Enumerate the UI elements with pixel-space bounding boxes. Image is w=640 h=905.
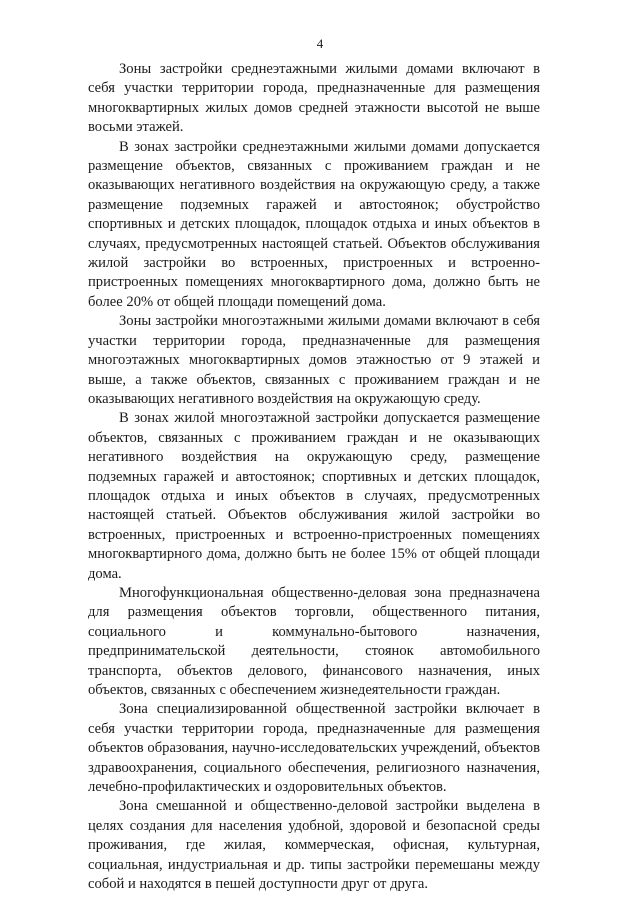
paragraph-4: В зонах жилой многоэтажной застройки допускается размещение объектов, связанных с проживанием граждан и не оказывающих негативного воздействия на окружающую среду, размещение подземных гаражей и автостоянок; спортивных и детских площадок, площадок отдыха и иных объектов в случаях, предусмотренных настоящей статьей. Объектов обслуживания жилой застройки во встроенных, пристроенных и встроенно-пристроенных помещениях многоквартирного дома, должно быть не более 15% от общей площади дома.	[88, 410, 540, 582]
paragraph-6: Зона специализированной общественной застройки включает в себя участки территории города, предназначенные для размещения объектов образования, научно-исследовательских учреждений, объектов здравоохранения, социального обеспечения, религиозного назначения, лечебно-профилактических и оздоровительных объектов.	[88, 701, 540, 796]
paragraph-3: Зоны застройки многоэтажными жилыми домами включают в себя участки территории города, предназначенные для размещения многоэтажных многоквартирных домов этажностью от 9 этажей и выше, а также объектов, связанных с проживанием граждан и не оказывающих негативного воздействия на окружающую среду.	[88, 313, 540, 407]
paragraph-7: Зона смешанной и общественно-деловой застройки выделена в целях создания для населения удобной, здоровой и безопасной среды проживания, где жилая, коммерческая, офисная, культурная, социальная, индустриальная и др. типы застройки перемешаны между собой и находятся в пешей доступности друг от друга.	[88, 798, 540, 893]
paragraph-2: В зонах застройки среднеэтажными жилыми домами допускается размещение объектов, связанных с проживанием граждан и не оказывающих негативного воздействия на окружающую среду, а также размещение подземных гаражей и автостоянок; обустройство спортивных и детских площадок, площадок отдыха и иных объектов в случаях, предусмотренных настоящей статьей. Объектов обслуживания жилой застройки во встроенных, пристроенных и встроенно-пристроенных помещениях многоквартирного дома, должно быть не более 20% от общей площади помещений дома.	[88, 138, 540, 310]
paragraph-1: Зоны застройки среднеэтажными жилыми домами включают в себя участки территории города, предназначенные для размещения многоквартирных жилых домов средней этажности высотой не выше восьми этажей.	[88, 61, 540, 136]
paragraph-5: Многофункциональная общественно-деловая зона предназначена для размещения объектов торговли, общественного питания, социального и коммунально-бытового назначения, предпринимательской деятельности, стоянок автомобильного транспорта, объектов делового, финансового назначения, иных объектов, связанных с обеспечением жизнедеятельности граждан.	[88, 584, 540, 698]
page-number: 4	[316, 36, 324, 51]
document-body	[88, 60, 540, 894]
